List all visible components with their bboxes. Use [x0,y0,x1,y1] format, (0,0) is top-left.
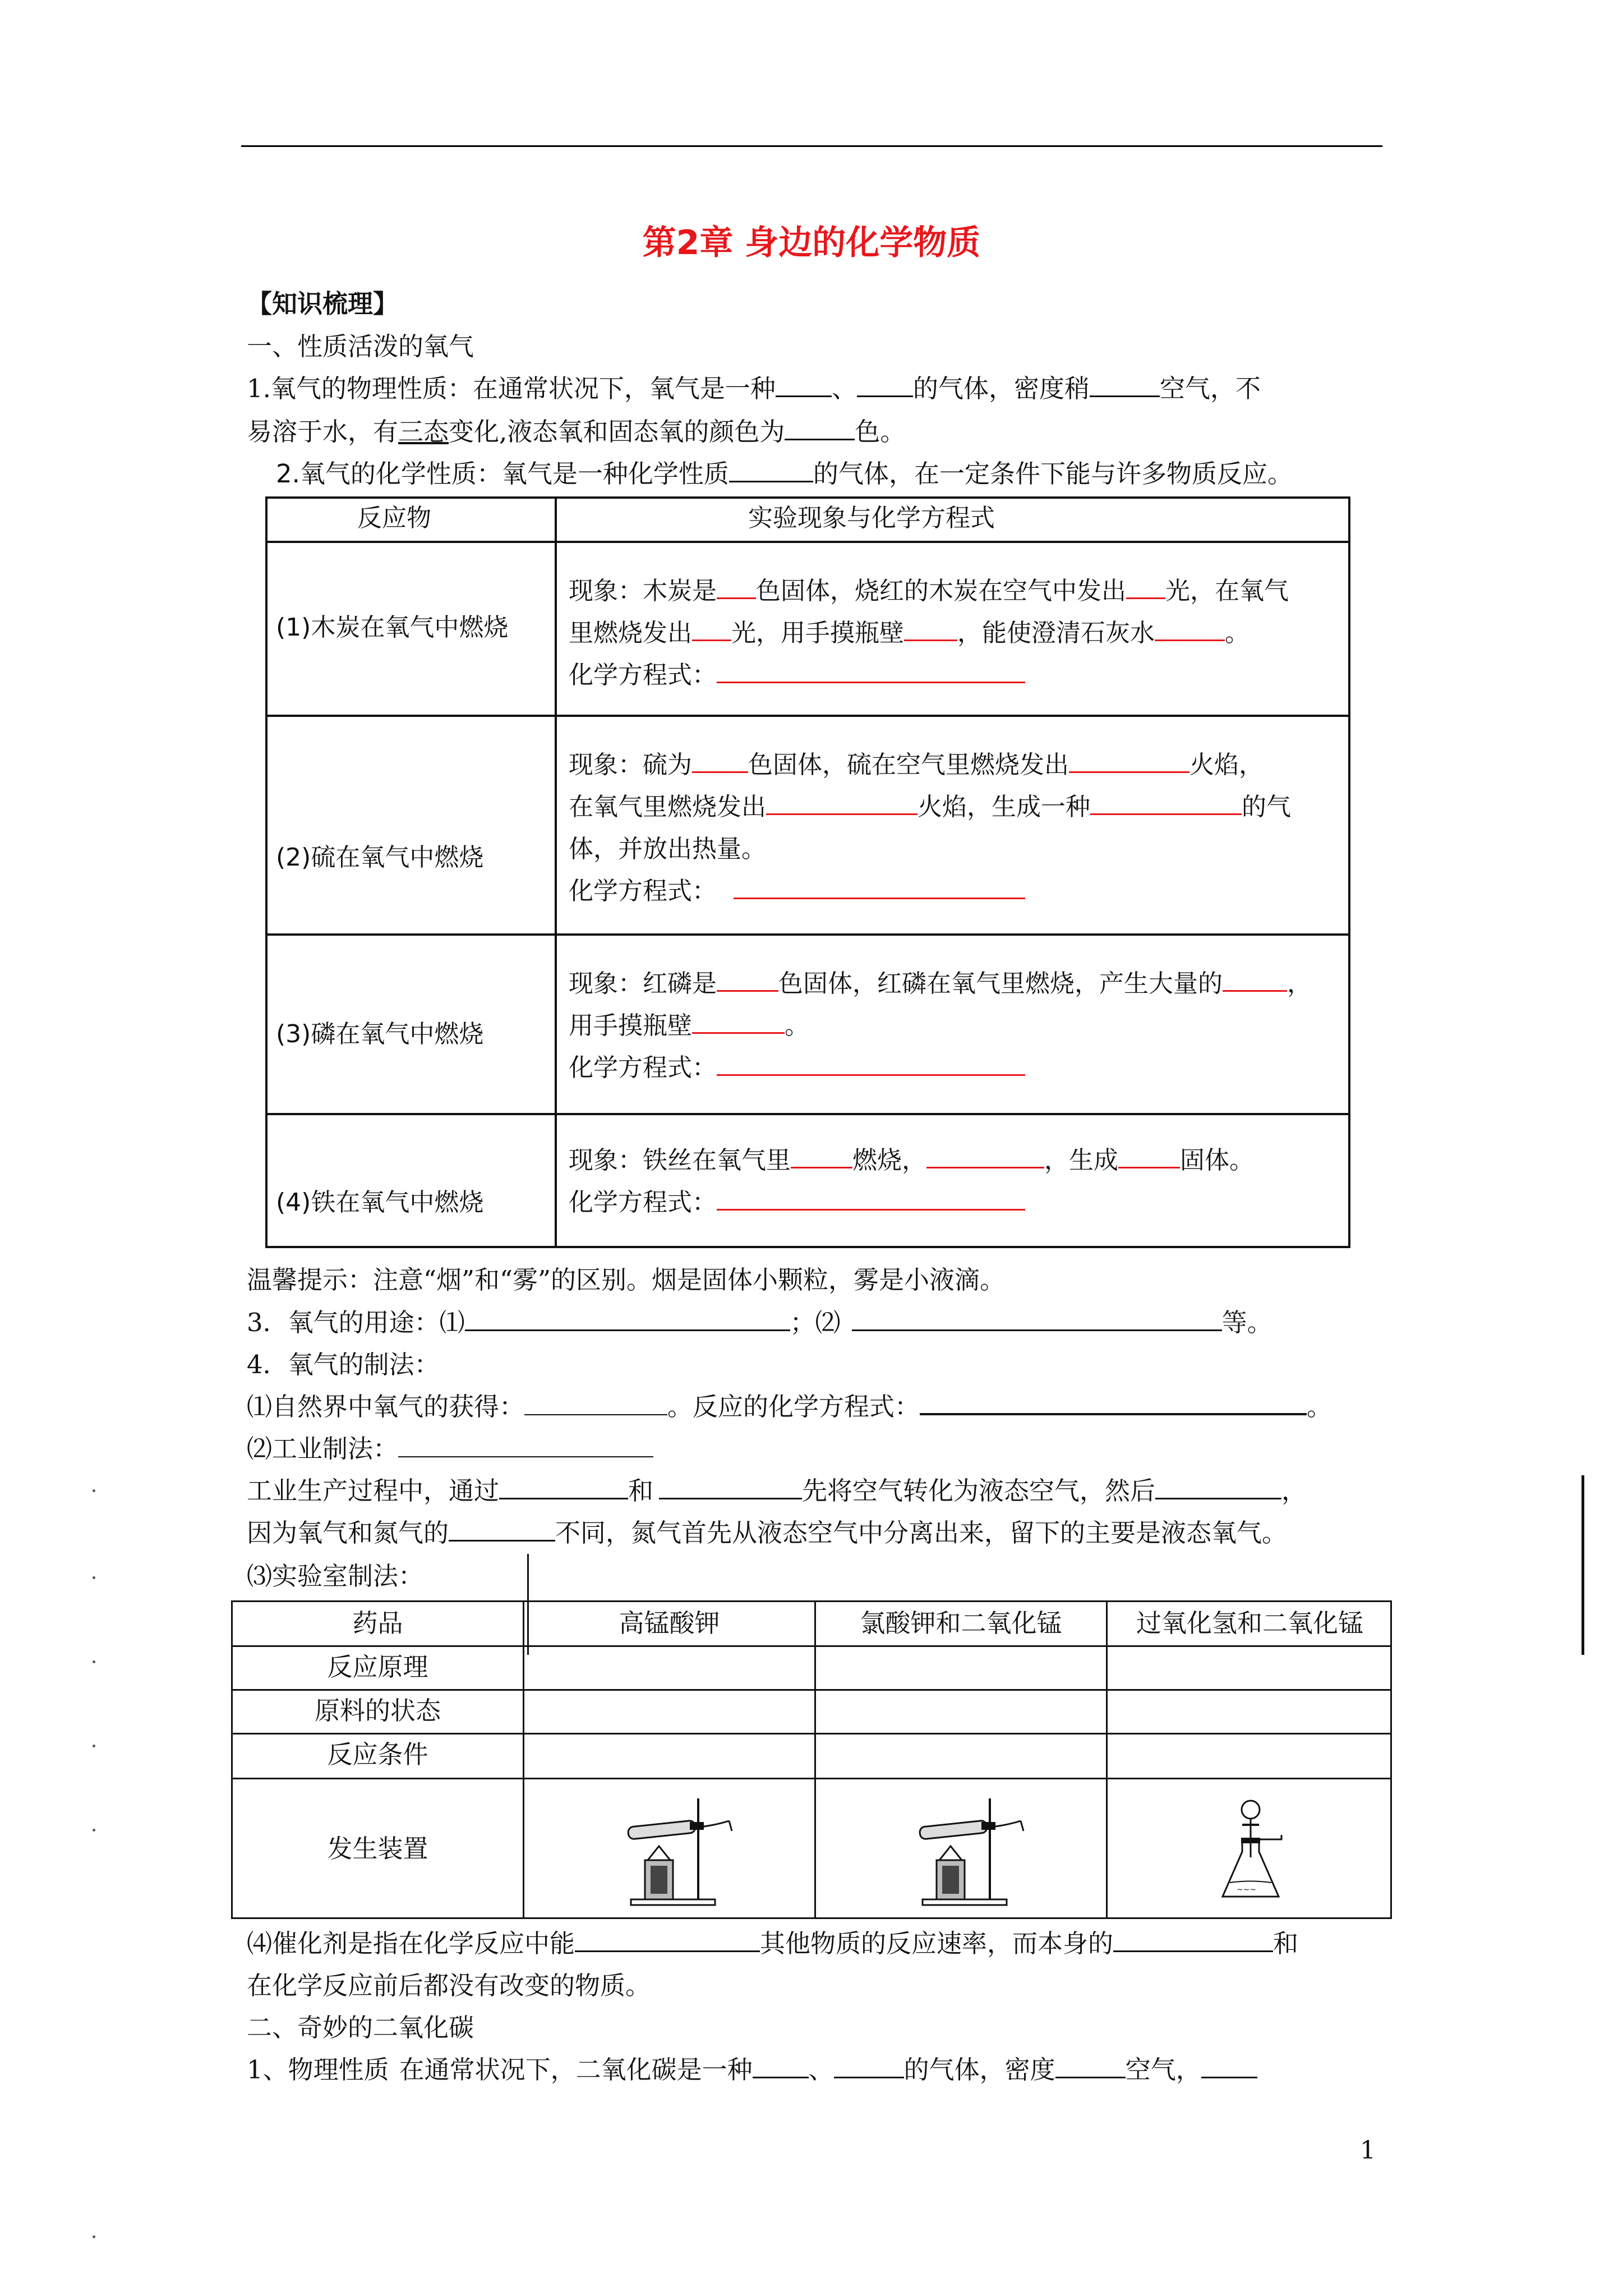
fill-blank[interactable] [753,2054,809,2078]
text: 。 [785,1011,809,1040]
row-3-line-2 [569,1009,809,1043]
text: ，能使澄清石灰水 [957,619,1155,647]
column-divider [523,1602,524,1917]
fill-blank[interactable] [692,617,731,641]
fill-blank[interactable] [1223,968,1287,992]
row-principle: 反应原理 [327,1652,428,1682]
row-3-line-1 [569,967,1312,1001]
text: 固体。 [1180,1146,1254,1175]
text: 和 [628,1476,654,1506]
page-number: 1 [1360,2136,1376,2165]
fill-blank[interactable] [926,1144,1044,1168]
text: 空气， [1125,2055,1201,2085]
text: 1.氧气的物理性质：在通常状况下，氧气是一种 [247,374,776,403]
fill-blank[interactable] [920,1391,1307,1415]
section-2-title: 二、奇妙的二氧化碳 [247,2013,474,2042]
paragraph-6 [247,2053,1257,2087]
fill-blank[interactable] [1155,1475,1281,1499]
text: ⑵工业制法： [247,1434,399,1464]
paragraph-5-line-1 [247,1927,1298,1961]
fill-blank[interactable] [791,1144,852,1168]
text: 空气，不 [1159,374,1261,403]
fill-blank[interactable] [1090,373,1160,397]
heating-apparatus-icon [625,1787,737,1911]
row-divider [233,1733,1390,1734]
underlined-text: 三态 [398,417,449,447]
fill-blank[interactable] [1118,1144,1180,1168]
paragraph-5-line-2: 在化学反应前后都没有改变的物质。 [247,1971,651,2000]
row-2-line-3: 体，并放出热量。 [569,835,766,863]
text: 在通常状况下，二氧化碳是一种 [399,2055,753,2085]
text: 的气 [1242,793,1291,821]
text: 其他物质的反应速率，而本身的 [760,1929,1114,1958]
lab-method-table [231,1600,1392,1919]
paragraph-4-title: 4．氧气的制法： [247,1350,440,1379]
row-apparatus: 发生装置 [327,1834,428,1864]
row-2-line-2 [569,790,1291,824]
paragraph-3 [247,1306,1272,1340]
text: 、 [831,374,857,403]
equation-blank[interactable] [717,659,1025,683]
text: 3．氧气的用途：⑴ [247,1308,465,1337]
section-1-title: 一、性质活泼的氧气 [247,332,474,361]
header-reagent: 药品 [352,1608,403,1638]
fill-blank[interactable] [776,373,832,397]
fill-blank[interactable] [1069,749,1189,773]
text: 在氧气里燃烧发出 [569,793,766,821]
text: 先将空气转化为液态空气，然后 [802,1476,1156,1506]
text: 火焰，生成一种 [917,793,1090,821]
section-heading: 【知识梳理】 [247,289,399,319]
fill-blank[interactable] [717,968,778,992]
row-2-line-1 [569,748,1264,782]
row-1-reactant: (1)木炭在氧气中燃烧 [276,613,509,642]
margin-dot [93,1829,95,1832]
paragraph-2 [276,457,1293,491]
text: 现象：红磷是 [569,969,717,998]
row-2-equation [569,875,1025,908]
column-divider [1106,1602,1108,1917]
margin-dot [93,2235,95,2238]
row-4-line-1 [569,1144,1254,1177]
text: 变化,液态氧和固态氧的颜色为 [449,417,785,447]
text: 里燃烧发出 [569,619,692,647]
row-4-reactant: (4)铁在氧气中燃烧 [276,1188,484,1217]
row-divider [268,1113,1348,1115]
text: 的气体，在一定条件下能与许多物质反应。 [813,459,1293,489]
fill-blank[interactable] [398,1434,653,1457]
text: ；⑵ [790,1308,841,1337]
equation-blank[interactable] [734,875,1025,899]
reaction-table [265,496,1350,1248]
edge-mark [1581,1475,1584,1655]
text: 火焰， [1189,751,1264,779]
text: ， [1281,1476,1307,1506]
equation-blank[interactable] [717,1052,1025,1076]
equation-blank[interactable] [717,1186,1025,1211]
fill-blank[interactable] [499,1475,628,1499]
header-reactant: 反应物 [357,504,431,532]
text: 光，用手摸瓶壁 [731,619,904,647]
text: 的气体，密度稍 [912,374,1090,403]
row-1-line-1 [569,574,1289,608]
fill-blank[interactable] [785,416,855,440]
paragraph-4-4 [247,1516,1287,1550]
text: 现象：木炭是 [569,577,717,605]
text: 的气体，密度 [903,2055,1055,2085]
svg-text:~~~: ~~~ [1237,1885,1257,1894]
heating-apparatus-icon [917,1787,1029,1911]
header-rule [241,145,1382,147]
row-divider [268,541,1348,543]
text: 色固体，硫在空气里燃烧发出 [748,751,1069,779]
row-1-line-2 [569,616,1249,650]
margin-dot [93,1576,95,1579]
row-state: 原料的状态 [314,1696,441,1726]
fill-blank[interactable] [766,791,917,815]
text: 色。 [855,417,906,447]
paragraph-4-5: ⑶实验室制法： [247,1561,424,1591]
text: ，生成 [1044,1146,1118,1175]
text: 光，在氧气 [1165,577,1289,605]
fill-blank[interactable] [1201,2054,1257,2078]
text: 工业生产过程中，通过 [247,1476,500,1506]
text: 化学方程式： [569,877,717,905]
fill-blank[interactable] [659,1475,802,1499]
margin-dot [93,1745,95,1747]
row-divider [233,1645,1390,1647]
row-3-equation [569,1051,1025,1085]
fill-blank[interactable] [834,2054,904,2078]
paragraph-4-2 [247,1432,653,1466]
text: ⑴自然界中氧气的获得： [247,1392,525,1421]
header-phenomena: 实验现象与化学方程式 [748,504,995,532]
row-divider [268,715,1348,717]
text: 色固体，红磷在氧气里燃烧，产生大量的 [778,969,1223,998]
text: 。 [1225,619,1249,647]
fill-blank[interactable] [692,749,748,773]
text: 用手摸瓶壁 [569,1011,692,1040]
text: 和 [1273,1929,1299,1958]
fill-blank[interactable] [857,373,913,397]
fill-blank[interactable] [904,617,957,641]
fill-blank[interactable] [1090,791,1242,815]
text: ， [1287,969,1312,998]
fill-blank[interactable] [717,575,756,599]
paragraph-1-line-2 [247,415,905,449]
header-kclo3: 氯酸钾和二氧化锰 [860,1608,1062,1638]
text: 化学方程式： [569,1053,717,1082]
paragraph-4-3 [247,1474,1307,1508]
text: 。 [1307,1392,1332,1421]
text: 易溶于水，有 [247,417,399,447]
stray-vertical-rule [527,1554,529,1655]
row-divider [233,1689,1390,1691]
text: 现象：硫为 [569,751,692,779]
text: 化学方程式： [569,1188,717,1217]
row-condition: 反应条件 [327,1740,428,1769]
page-title: 第2章 身边的化学物质 [642,223,981,263]
row-divider [233,1778,1390,1779]
fill-blank[interactable] [729,458,813,482]
text: 现象：铁丝在氧气里 [569,1146,791,1175]
paragraph-4-1 [247,1390,1332,1424]
row-2-reactant: (2)硫在氧气中燃烧 [276,843,484,872]
text: 1、物理性质 [247,2055,389,2085]
column-divider [555,499,557,1246]
fill-blank[interactable] [852,1307,1222,1331]
text: 因为氧气和氮气的 [247,1518,449,1548]
row-1-equation [569,659,1025,692]
text: 2.氧气的化学性质：氧气是一种化学性质 [276,459,729,489]
fill-blank[interactable] [575,1928,760,1952]
text: 等。 [1221,1308,1272,1337]
header-kmno4: 高锰酸钾 [619,1608,720,1638]
fill-blank[interactable] [1055,2054,1126,2078]
text: 、 [808,2055,834,2085]
row-divider [268,933,1348,936]
fill-blank[interactable] [1126,575,1165,599]
row-3-reactant: (3)磷在氧气中燃烧 [276,1020,484,1048]
flask-funnel-apparatus-icon [1214,1790,1298,1913]
margin-dot [93,1660,95,1663]
text: 色固体，烧红的木炭在空气中发出 [756,577,1126,605]
text: 。反应的化学方程式： [667,1392,920,1421]
fill-blank[interactable] [449,1517,555,1542]
text: ⑷催化剂是指在化学反应中能 [247,1929,575,1958]
tip-text: 温馨提示：注意“烟”和“雾”的区别。烟是固体小颗粒，雾是小液滴。 [247,1265,1006,1295]
fill-blank[interactable] [692,1010,785,1034]
fill-blank[interactable] [1155,617,1225,641]
header-h2o2: 过氧化氢和二氧化锰 [1136,1608,1363,1638]
text: 化学方程式： [569,661,717,689]
column-divider [814,1602,816,1917]
text: 不同，氮气首先从液态空气中分离出来，留下的主要是液态氧气。 [555,1518,1288,1548]
text: 燃烧， [852,1146,926,1175]
fill-blank[interactable] [524,1392,667,1415]
margin-dot [93,1489,95,1492]
fill-blank[interactable] [1113,1928,1273,1952]
row-4-equation [569,1186,1025,1220]
paragraph-1-line-1 [247,372,1261,406]
fill-blank[interactable] [465,1307,790,1331]
